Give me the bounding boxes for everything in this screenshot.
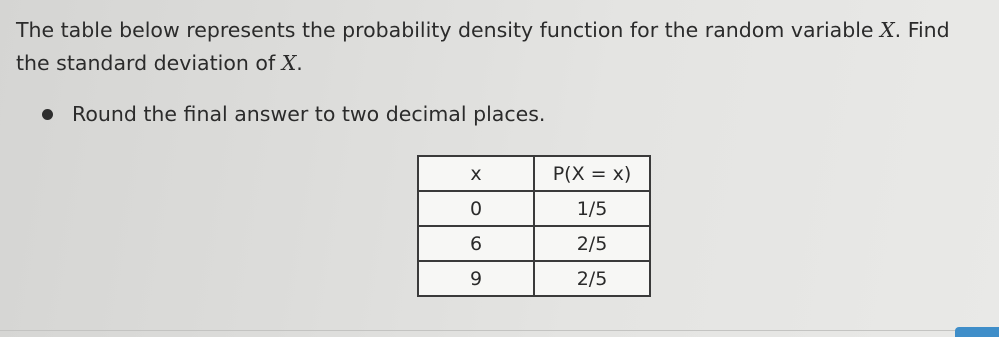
random-variable: X bbox=[281, 51, 297, 75]
header-x: x bbox=[418, 156, 534, 191]
cell-probability: 2/5 bbox=[534, 261, 650, 296]
question-part-1: The table below represents the probability density function for the random variable bbox=[16, 18, 881, 42]
bullet-icon bbox=[42, 109, 53, 120]
random-variable: X bbox=[880, 18, 895, 42]
table-row bbox=[418, 226, 650, 261]
cell-x: 6 bbox=[418, 226, 534, 261]
divider bbox=[0, 330, 999, 331]
question-text bbox=[16, 14, 986, 80]
probability-table bbox=[417, 155, 651, 297]
table-row bbox=[418, 261, 650, 296]
header-probability: P(X = x) bbox=[534, 156, 650, 191]
question-part-2: . Find the standard deviation of bbox=[16, 18, 950, 75]
cell-x: 0 bbox=[418, 191, 534, 226]
cell-x: 9 bbox=[418, 261, 534, 296]
instruction-text: Round the final answer to two decimal places. bbox=[72, 102, 546, 126]
table-row bbox=[418, 191, 650, 226]
table-header-row bbox=[418, 156, 650, 191]
question-part-3: . bbox=[296, 51, 303, 75]
cell-probability: 2/5 bbox=[534, 226, 650, 261]
instruction-item bbox=[42, 102, 545, 126]
corner-tab[interactable] bbox=[955, 327, 999, 337]
cell-probability: 1/5 bbox=[534, 191, 650, 226]
